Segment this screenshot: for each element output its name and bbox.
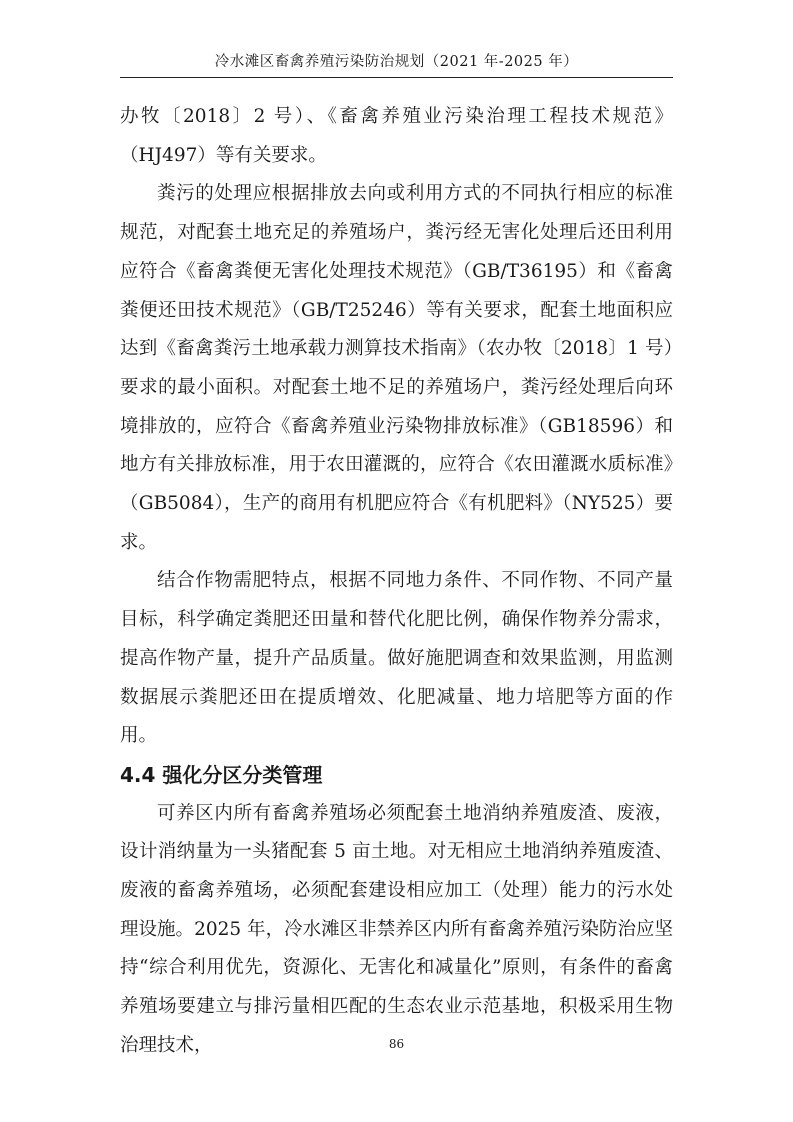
running-header: 冷水滩区畜禽养殖污染防治规划（2021 年-2025 年）: [214, 54, 579, 70]
header-divider: [120, 77, 673, 78]
paragraph-continuation: 办牧〔2018〕2 号）、《畜禽养殖业污染治理工程技术规范》（HJ497）等有关要求。: [120, 106, 673, 166]
page-number: 86: [388, 1037, 405, 1051]
section-heading: 4.4 强化分区分类管理: [120, 762, 323, 787]
paragraph-manure-standards: 粪污的处理应根据排放去向或利用方式的不同执行相应的标准规范，对配套土地充足的养殖场户，粪污经无害化处理后还田利用应符合《畜禽粪便无害化处理技术规范》（GB/T36195）和《畜禽粪便还田技术规范》（GB/T25246）等有关要求，配套土地面积应达到《畜禽粪污土地承载力测算技术指南》（农办牧〔2018〕1 号）要求的最小面积。对配套土地不足的养殖场户，粪污经处理后向环境排放的，应符合《畜禽养殖业污染物排放标准》（GB18596）和地方有关排放标准，用于农田灌溉的，应符合《农田灌溉水质标准》（GB5084），生产的商用有机肥应符合《有机肥料》（NY525）要求。: [120, 183, 673, 553]
paragraph-zoning-management: 可养区内所有畜禽养殖场必须配套土地消纳养殖废渣、废液，设计消纳量为一头猪配套 5 亩土地。对无相应土地消纳养殖废渣、废液的畜禽养殖场，必须配套建设相应加工（处理）能力的污水处理设施。2025 年，冷水滩区非禁养区内所有畜禽养殖污染防治应坚持“综合利用优先，资源化、无害化和减量化”原则，有条件的畜禽养殖场要建立与排污量相匹配的生态农业示范基地，积极采用生物治理技术，: [120, 802, 673, 1056]
page-body: [120, 98, 673, 1066]
paragraph-fertilizer-ratio: 结合作物需肥特点，根据不同地力条件、不同作物、不同产量目标，科学确定粪肥还田量和替代化肥比例，确保作物养分需求，提高作物产量，提升产品质量。做好施肥调查和效果监测，用监测数据展示粪肥还田在提质增效、化肥减量、地力培肥等方面的作用。: [120, 570, 673, 747]
